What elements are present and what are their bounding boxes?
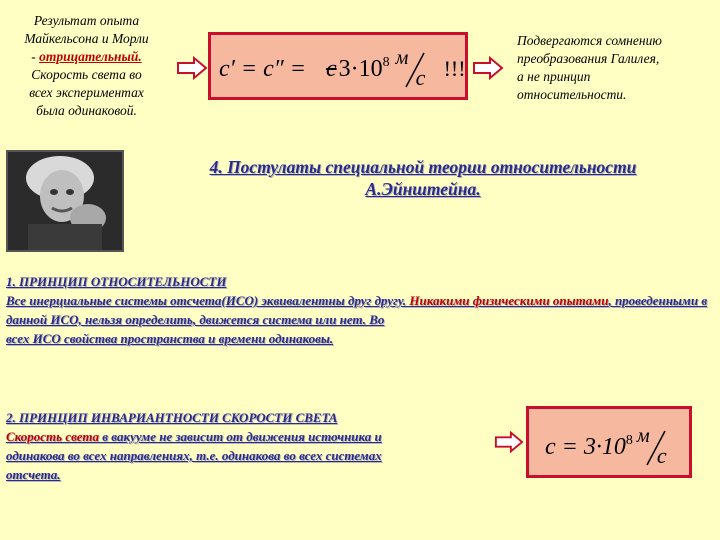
note-line: Скорость света во bbox=[31, 67, 142, 82]
note-line: Майкельсона и Морли bbox=[24, 31, 149, 46]
principle-1-text-c: всех ИСО свойства пространства и времени одинаковы. bbox=[6, 331, 334, 346]
principle-1-text-a: Все инерциальные системы отсчета(ИСО) эквивалентны друг другу. bbox=[6, 293, 410, 308]
portrait-figure-icon bbox=[8, 152, 122, 250]
formula-lhs: c = 3·10 bbox=[545, 433, 626, 460]
principle-1-text bbox=[6, 291, 718, 329]
right-arrow-icon bbox=[494, 430, 524, 454]
unit-denominator: с bbox=[415, 65, 426, 90]
right-arrow-icon bbox=[176, 56, 208, 80]
right-arrow-icon bbox=[472, 56, 504, 80]
formula-box-speed-of-light bbox=[526, 406, 692, 478]
unit-denominator: с bbox=[656, 443, 667, 468]
top-left-note bbox=[4, 12, 169, 120]
note-line: Подвергаются сомнению bbox=[517, 33, 662, 48]
einstein-portrait bbox=[6, 150, 124, 252]
principle-invariance bbox=[6, 408, 496, 484]
formula-speed-of-light bbox=[545, 427, 679, 467]
note-line-result bbox=[4, 48, 169, 66]
principle-2-line-3: отсчета. bbox=[6, 467, 61, 482]
unit-numerator: м bbox=[395, 47, 409, 69]
note-line: Результат опыта bbox=[33, 13, 140, 28]
note-line: преобразования Галилея, bbox=[517, 51, 660, 66]
formula-exponent: 8 bbox=[382, 55, 390, 70]
note-line: всех экспериментах bbox=[29, 85, 144, 100]
formula-box-constant-speed bbox=[208, 32, 468, 100]
heading-line-2: А.Эйнштейна. bbox=[365, 179, 481, 199]
principle-2-text-red: Скорость света bbox=[6, 429, 99, 444]
principle-1-title: 1. ПРИНЦИП ОТНОСИТЕЛЬНОСТИ bbox=[6, 274, 227, 289]
formula-exclamation: !!! bbox=[443, 56, 466, 81]
note-line: а не принцип bbox=[517, 69, 591, 84]
principle-1-text-b: , проведенными в данной ИСО, нельзя определить, движется система или нет. Во bbox=[6, 293, 708, 327]
formula-lhs: c′ = c″ = bbox=[219, 55, 306, 82]
formula-value: 3·10 bbox=[338, 55, 383, 82]
formula-struck-c: c bbox=[325, 55, 337, 82]
negative-result: отрицательный. bbox=[39, 49, 142, 64]
principle-2-text-a: в вакууме не зависит от движения источника и bbox=[98, 429, 382, 444]
formula-exponent: 8 bbox=[625, 433, 633, 448]
principle-relativity bbox=[6, 272, 718, 348]
note-dash: - bbox=[31, 49, 40, 64]
note-line: относительности. bbox=[517, 87, 627, 102]
principle-2-title: 2. ПРИНЦИП ИНВАРИАНТНОСТИ СКОРОСТИ СВЕТА bbox=[6, 410, 338, 425]
principle-2-line-1 bbox=[6, 427, 496, 446]
principle-2-line-2: одинакова во всех направлениях, т.е. одинакова во всех системах bbox=[6, 448, 382, 463]
formula-unit bbox=[635, 427, 679, 467]
section-heading bbox=[140, 156, 706, 200]
formula-unit bbox=[394, 49, 440, 89]
principle-1-text-red: Никакими физическими опытами bbox=[409, 293, 609, 308]
unit-numerator: м bbox=[636, 425, 650, 447]
top-right-note bbox=[517, 32, 717, 104]
formula-speed-equality bbox=[219, 49, 466, 89]
heading-line-1: 4. Постулаты специальной теории относительности bbox=[209, 157, 637, 177]
note-line: была одинаковой. bbox=[36, 103, 137, 118]
